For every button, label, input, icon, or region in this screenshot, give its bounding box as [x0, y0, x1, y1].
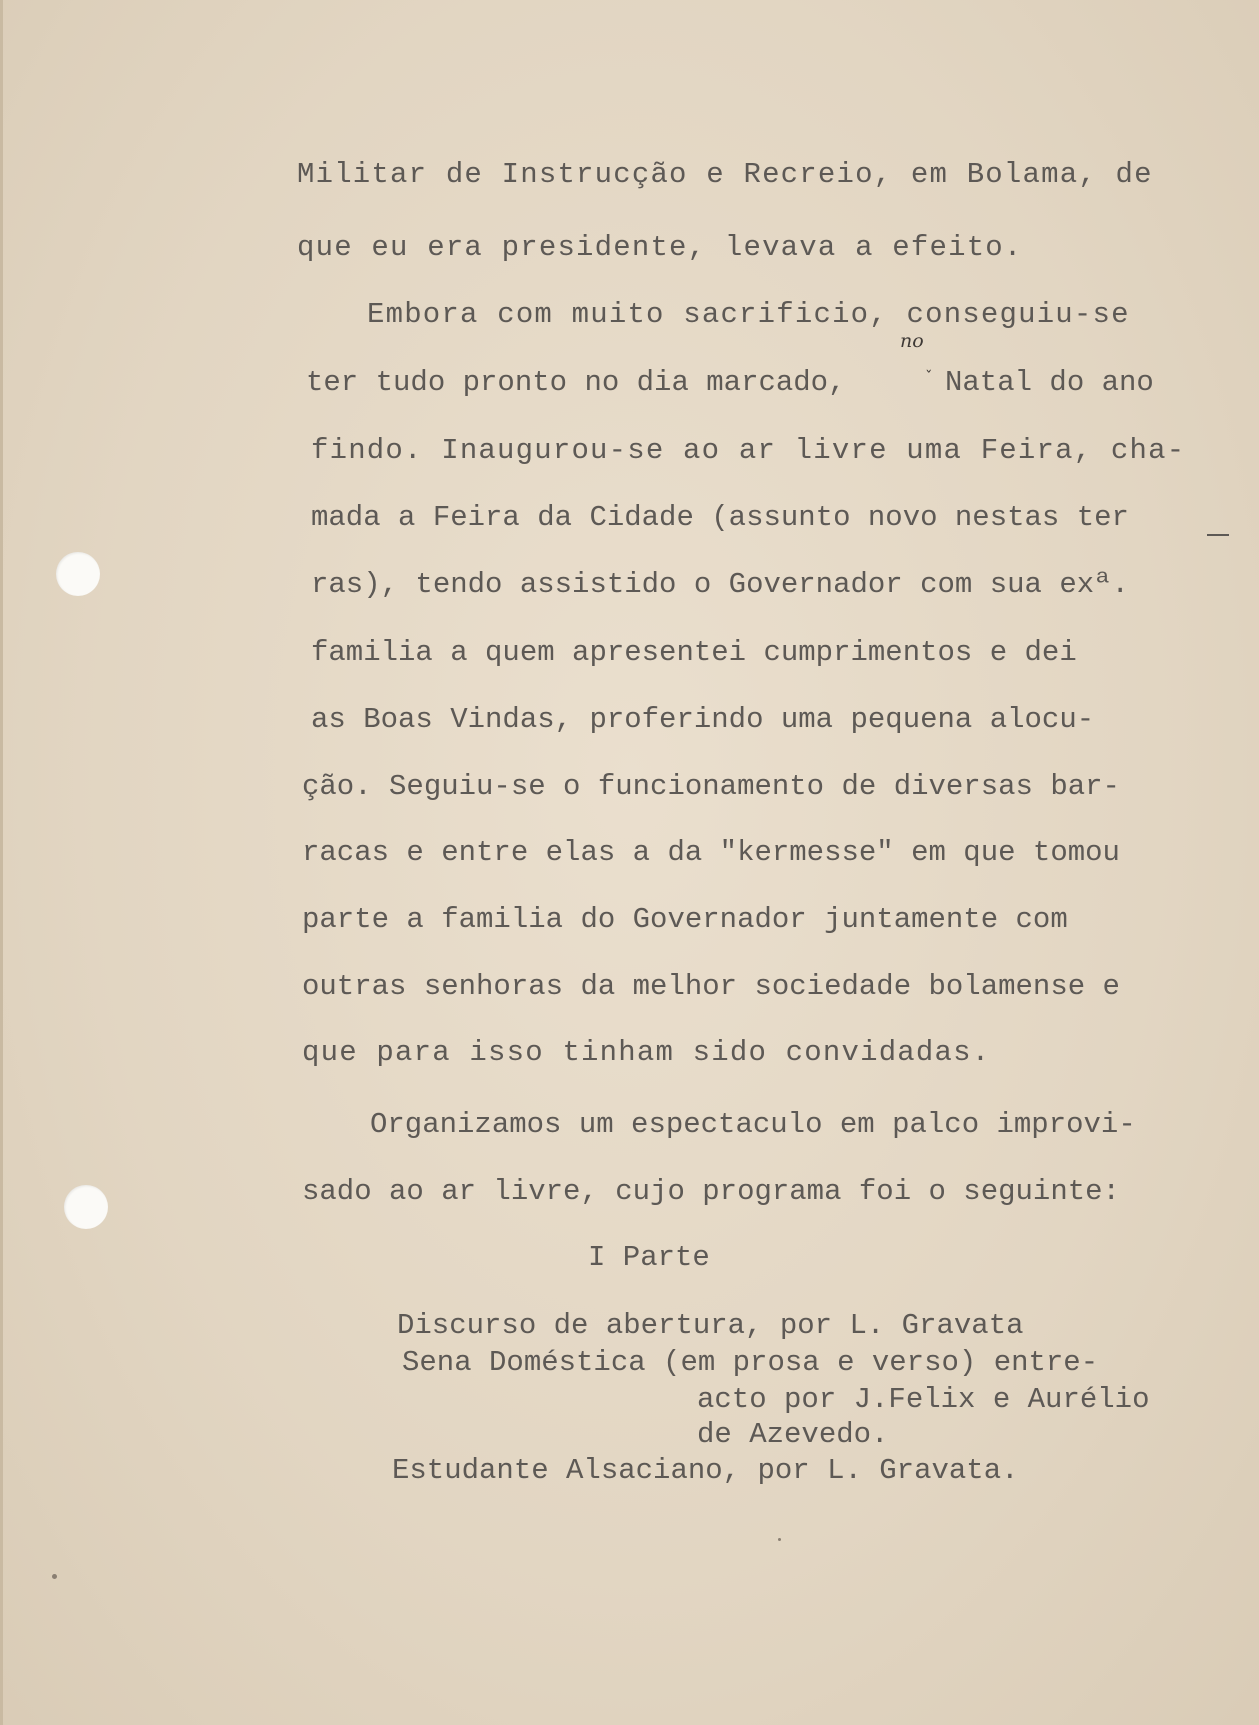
text-line: ter tudo pronto no dia marcado, — [306, 366, 846, 399]
text-line: ras), tendo assistido o Governador com sua exª. — [311, 568, 1129, 601]
text-line: mada a Feira da Cidade (assunto novo nestas ter — [311, 501, 1129, 534]
text-line: que para isso tinham sido convidadas. — [302, 1036, 991, 1069]
page-edge — [0, 0, 3, 1725]
text-line: racas e entre elas a da "kermesse" em que tomou — [302, 836, 1120, 869]
typed-underline — [1207, 534, 1229, 536]
text-line: familia a quem apresentei cumprimentos e dei — [311, 636, 1077, 669]
text-line: Militar de Instrucção e Recreio, em Bolama, de — [297, 158, 1153, 191]
punch-hole — [56, 552, 100, 596]
punch-hole — [64, 1185, 108, 1229]
text-line: Organizamos um espectaculo em palco improvi- — [370, 1108, 1136, 1141]
program-item: Sena Doméstica (em prosa e verso) entre- — [402, 1346, 1099, 1379]
text-line: ção. Seguiu-se o funcionamento de diversas bar- — [302, 770, 1120, 803]
text-line: que eu era presidente, levava a efeito. — [297, 231, 1023, 264]
insertion-caret: ˇ — [925, 368, 933, 386]
text-line: as Boas Vindas, proferindo uma pequena alocu- — [311, 703, 1095, 736]
paper-speck — [778, 1538, 781, 1541]
paper-speck — [52, 1574, 57, 1579]
text-line: parte a familia do Governador juntamente com — [302, 903, 1068, 936]
text-line: Embora com muito sacrificio, conseguiu-se — [367, 298, 1130, 331]
program-item: Discurso de abertura, por L. Gravata — [397, 1309, 1024, 1342]
text-line: Natal do ano — [945, 366, 1154, 399]
program-item: de Azevedo. — [697, 1418, 889, 1451]
program-heading: I Parte — [588, 1241, 710, 1274]
text-line: outras senhoras da melhor sociedade bolamense e — [302, 970, 1120, 1003]
text-line: sado ao ar livre, cujo programa foi o seguinte: — [302, 1175, 1120, 1208]
program-item: acto por J.Felix e Aurélio — [697, 1383, 1150, 1416]
text-line: findo. Inaugurou-se ao ar livre uma Feira, cha- — [311, 434, 1186, 467]
program-item: Estudante Alsaciano, por L. Gravata. — [392, 1454, 1019, 1487]
handwritten-insertion: no — [900, 330, 924, 352]
